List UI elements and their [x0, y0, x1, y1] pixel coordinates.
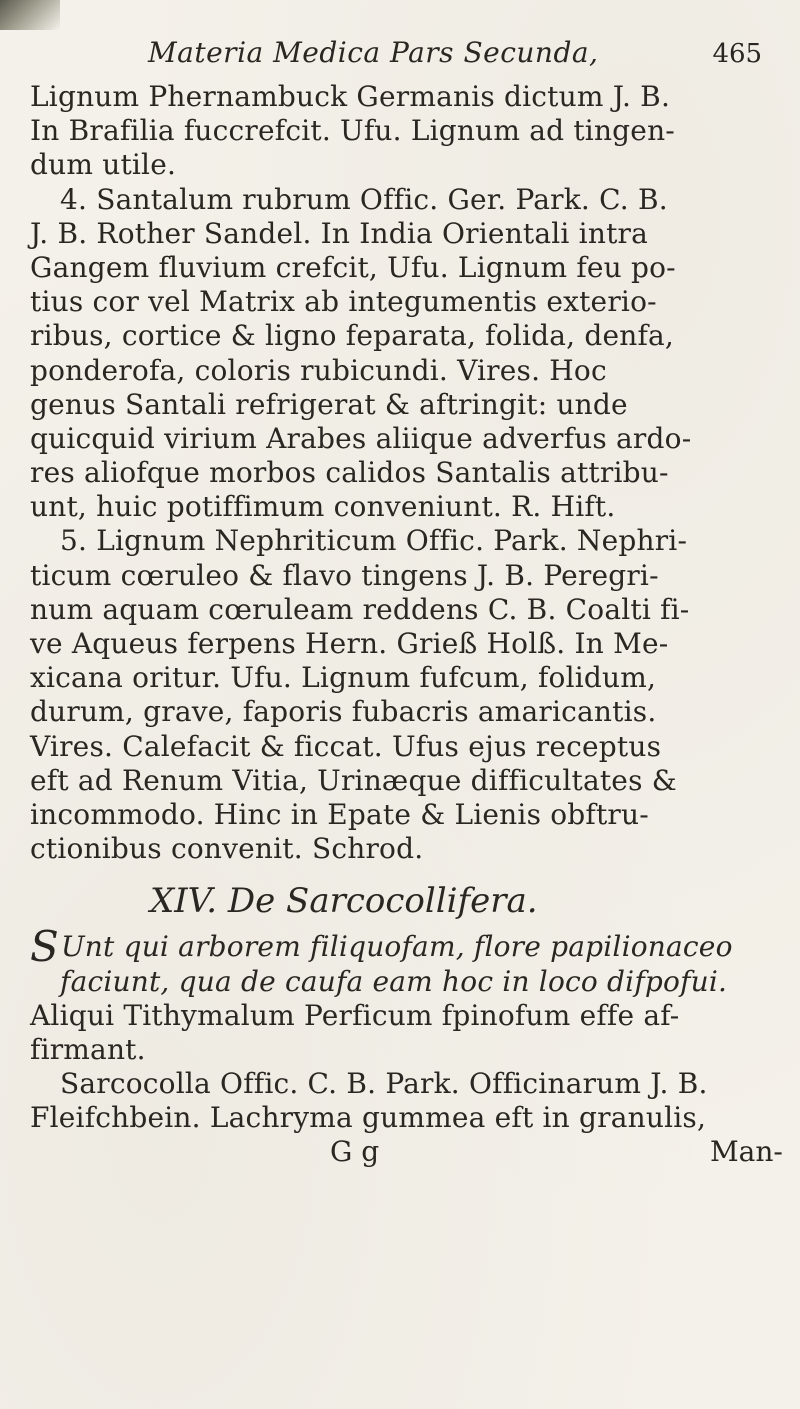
text-line: J. B. Rother Sandel. In India Orientali intra [30, 216, 648, 250]
text-line: In Brafilia fuccrefcit. Ufu. Lignum ad tingen- [30, 114, 675, 148]
text-line: 5. Lignum Nephriticum Offic. Park. Nephri- [60, 524, 688, 558]
text-line: ve Aqueus ferpens Hern. Grieß Holß. In Me- [30, 627, 669, 660]
text-line: Vires. Calefacit & ficcat. Ufus ejus receptus [30, 729, 662, 763]
text-line: firmant. [30, 1032, 146, 1066]
text-line: 4. Santalum rubrum Offic. Ger. Park. C. B. [60, 182, 668, 216]
catchword: Man- [710, 1135, 783, 1169]
page-text [30, 36, 790, 1169]
text-line: Fleifchbein. Lachryma gummea eft in granulis, [30, 1101, 707, 1135]
intro-line: faciunt, qua de caufa eam hoc in loco difpofui. [60, 964, 728, 998]
text-line: ponderofa, coloris rubicundi. Vires. Hoc [30, 353, 607, 387]
text-line: dum utile. [30, 148, 177, 182]
catchline [30, 1135, 790, 1169]
text-line: res aliofque morbos calidos Santalis attribu- [30, 456, 669, 490]
text-line: ticum cœruleo & flavo tingens J. B. Peregri- [30, 558, 659, 592]
body-lines-bottom [30, 1067, 790, 1135]
body-lines-top [30, 80, 790, 866]
intro-line-text: Unt qui arborem filiquofam, flore papilionaceo [60, 930, 733, 964]
text-line: num aquam cœruleam reddens C. B. Coalti fi- [30, 592, 690, 626]
text-line: genus Santali refrigerat & aftringit: unde [30, 387, 628, 421]
text-line: incommodo. Hinc in Epate & Lienis obftru- [30, 797, 649, 831]
page-number: 465 [712, 39, 763, 69]
section-heading: XIV. De Sarcocollifera. [150, 881, 538, 922]
signature-mark: G g [330, 1135, 380, 1169]
intro-line [30, 922, 790, 972]
text-line: Sarcocolla Offic. C. B. Park. Officinarum J. B. [60, 1067, 708, 1101]
text-line: ctionibus convenit. Schrod. [30, 832, 424, 866]
text-line: eft ad Renum Vitia, Urinæque difficultates & [30, 763, 677, 797]
drop-cap: S [30, 922, 59, 972]
text-line: Gangem fluvium crefcit, Ufu. Lignum feu po- [30, 250, 676, 284]
page-corner-shadow [0, 0, 60, 30]
text-line: tius cor vel Matrix ab integumentis exterio- [30, 285, 657, 319]
running-head-title: Materia Medica Pars Secunda, [148, 36, 599, 69]
text-line: ribus, cortice & ligno feparata, folida, denfa, [30, 319, 675, 353]
text-line: quicquid virium Arabes aliique adverfus ardo- [30, 421, 692, 455]
running-head [30, 36, 790, 80]
text-line: Aliqui Tithymalum Perficum fpinofum effe af- [30, 998, 680, 1032]
text-line: unt, huic potiffimum conveniunt. R. Hift. [30, 490, 616, 524]
text-line: durum, grave, faporis fubacris amaricantis. [30, 695, 657, 729]
section-intro [30, 922, 790, 1067]
text-line: xicana oritur. Ufu. Lignum fufcum, folidum, [30, 661, 657, 695]
text-line: Lignum Phernambuck Germanis dictum J. B. [30, 80, 671, 113]
